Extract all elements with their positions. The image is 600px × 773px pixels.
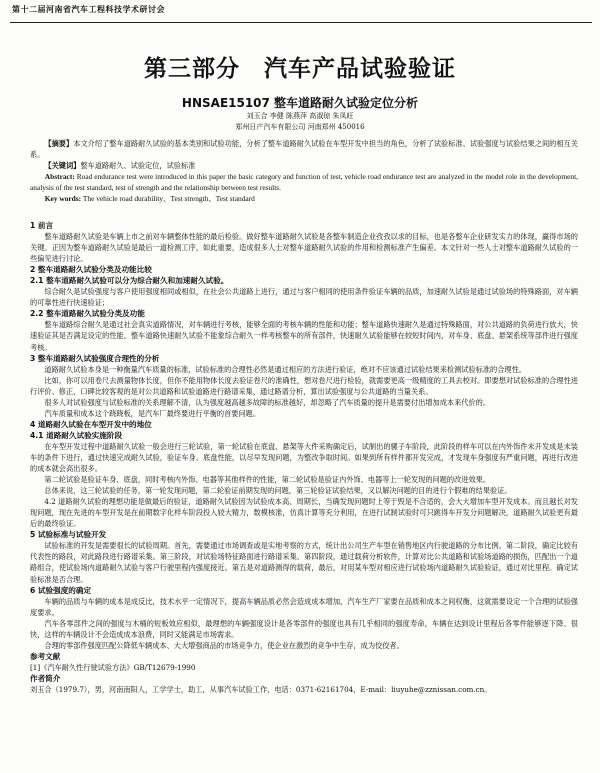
body-paragraph: 在车型开发过程中道路耐久试验一般会进行三轮试验，第一轮试验在底盘、悬架等大件采购确定后，试制出的骡子车阶段，此阶段的样车可以在内外饰件未开发成是未装车的条件下进行，通过快速完成耐久试验，验证车身、底盘性能，以尽早发现问题，为整改争取时间。如果到所有样件都开发完成，才发现车身强度有严重问题，再进行改进的成本就会高出很多。 [30, 441, 578, 474]
abstract-en-text: Road endurance test were introduced in this paper the basic category and function of test, vehicle road endurance test are analyzed in the model role in the development, analysis of the test standard, test of strength and the relationship between test results. [30, 172, 578, 193]
abstract-cn-text: 本文介绍了整车道路耐久试验的基本类别和试验功能，分析了整车道路耐久试验在车型开发中担当的角色，分析了试验标准、试验强度与试验结果之间的相互关系。 [30, 139, 578, 160]
abstract-en [30, 171, 578, 193]
body-paragraph: 汽车质量和成本这个跷跷板，是汽车厂最终要进行平衡的首要问题。 [44, 408, 261, 418]
keywords-cn-label: 【关键词】 [44, 161, 81, 171]
body-paragraph: 道路耐久试验本身是一种衡量汽车质量的标准，试验标准的合理性必然是通过相应的方法进行验证，绝对不应该通过试验结果来检测试验标准的合理性。 [44, 364, 526, 374]
keywords-cn-text: 整车道路耐久、试验定位，试验标准 [80, 161, 196, 171]
keywords-en-text: The vehicle road durability、Test strength、Test standard [82, 194, 255, 204]
part-title: 第三部分 汽车产品试验验证 [144, 56, 456, 82]
section-heading: 6 试验强度的确定 [30, 585, 92, 595]
abstract-cn [30, 138, 578, 160]
body-paragraph: 第二轮试验是验证车身、底盘，同时考核内外饰、电器等其他样件的性能，第二轮试验是验证内外饰、电器等上一轮发现的问题的改进效果。 [44, 475, 491, 485]
body-text [30, 220, 578, 695]
body-paragraph: 车辆的品质与车辆的成本是成反比，技术水平一定情况下，提高车辆品质必然会造成成本增加，汽车生产厂家要在品质和成本之间权衡，这就需要设定一个合理的试验强度要求。 [30, 596, 578, 617]
body-paragraph: 整车道路综合耐久是通过社会真实道路情况，对车辆进行考核，能够全面的考核车辆的性能和功能；整车道路快速耐久是通过特殊路面，对公共道路的负荷进行放大，快速验证其是否满足设定的性能，整车道路快速耐久试验不能象综合耐久一样考核整车的所有部件，快速耐久试验能够在较短时间内，对车身、底盘、悬架系统等部件进行强度考核。 [30, 320, 578, 352]
body-paragraph: 试验标准的开发是需要很长的试验周期。首先，需要通过市场调查或是实地考察的方式，统计出公司生产车型在销售地区内行驶道路的分布比例。第二阶段，确定比较有代表性的路段，对此路段进行路谱采集。第三阶段，对试验场特征路面进行路谱采集、第四阶段，通过载荷分析软件，计算对比公共道路和试验场道路的损伤，匹配出一个道路组合，使试验场内道路耐久试验与客户行驶里程内强度接近。第五是对道路测得的载荷，最后，对用某车型对相应进行试验场内道路耐久试验验证，通过对比里程。确定试验标准是否合理。 [30, 541, 578, 584]
section-heading: 1 前言 [30, 221, 54, 230]
abstract-en-label: Abstract: [44, 172, 75, 182]
section-heading: 参考文献 [30, 651, 61, 661]
body-paragraph: 整车道路耐久试验是车辆上市之前对车辆整体性能的最后检验。做好整车道路耐久试验是各整车制造企业孜孜以求的目标，也是各整车企业研发实力的体现，赢得市场的关键。正因为整车道路耐久试验是最后一道检测工序，如此重要，造成很多人士对整车道路耐久试验的作用和检测标准产生偏差。本文针对一些人士对整车道路耐久试验的一些偏见进行讨论。 [30, 232, 578, 264]
section-heading: 4 道路耐久试验在车型开发中的地位 [30, 419, 152, 429]
section-heading: 4.1 道路耐久试验实施阶段 [30, 430, 123, 440]
body-paragraph: 汽车各零部件之间的强度与木桶的短板效应相似，最理想的车辆强度设计是各零部件的强度也具有几乎相同的强度寿命，车辆在达到设计里程后各零件能够逐下降、很快，这样的车辆设计不会造成成本浪费，同时又能满足市场需求。 [30, 618, 578, 639]
body-paragraph: 合理的零部件强度匹配公降低车辆成本、大大增强商品的市场竞争力，使企业在激烈的竞争中生存，成为佼佼者。 [44, 640, 404, 650]
body-paragraph: 综合耐久是试验强度与客户使用强度相同或相似，在社会公共道路上进行，通过与客户相同的使用条件验证车辆的品质，加速耐久试验是通过试验场的特殊路面，对车辆的可靠性进行快速验证； [30, 287, 578, 308]
body-paragraph: 比如，你可以用卷尺去测量物体长度，但你不能用物体长度去验证卷尺的准确性，想对卷尺进行检验，就需要更高一级精度的工具去校对。即要想对试验标准的合理性进行评价、修正，口碑比较客观的是对公共道路和试验道路进行路谱采集，通过路谱分析，算出试验强度与公共道路的当量关系。 [30, 375, 578, 396]
affiliation: 郑州日产汽车有限公司 河南郑州 450016 [235, 123, 365, 131]
header-rule [10, 22, 592, 23]
body-paragraph: 4.2 道路耐久试验的理想功能是做最后的验证，道路耐久试验因为试验成本高、周期长，当确发现问题时上等于毁是不合适的，会大大增加车型开发成本。而且越长对发现问题，现在先进的车型开发是在前期数字化样车阶段投入较大精力，数模核准，仿真计算等充分利用，在进行试制试验时可只跳得车开发分问题解决，道路耐久试验更有最后的最终验证。 [30, 497, 578, 529]
paper-title: HNSAE15107 整车道路耐久试验定位分析 [181, 96, 419, 110]
abstract-cn-label: 【摘要】 [44, 139, 74, 148]
running-header: 第十二届河南省汽车工程科技学术研讨会 [12, 4, 165, 14]
reference-line: 刘玉合（1979.7），男，河南南阳人，工学学士，助工，从事汽车试验工作，电话：0371-62161704，E-mail：liuyuhe@zznissan.com.cn。 [30, 684, 492, 694]
abstract-block [30, 138, 578, 204]
section-heading: 5 试验标准与试验开发 [30, 530, 107, 540]
authors: 刘玉合 李健 陈燕萍 高淑琼 朱凤旺 [246, 112, 354, 120]
reference-line: [1]《汽车耐久性行驶试验方法》GB/T12679-1990 [30, 662, 196, 672]
section-heading: 2.1 整车道路耐久试验可以分为综合耐久和加速耐久试验。 [30, 276, 229, 286]
body-paragraph: 很多人对试验强度与试验标准的关系理解不清，认为强度越高越多故障的标准越好，却忽略了汽车质量的提升是需要付出增加成本来代价的。 [44, 397, 491, 407]
section-heading: 3 整车道路耐久试验强度合理性的分析 [30, 353, 160, 363]
keywords-en-label: Key words: [44, 194, 82, 204]
section-heading: 2 整车道路耐久试验分类及功能比较 [30, 265, 152, 275]
keywords-en [30, 193, 578, 204]
body-paragraph: 总体来说，这三轮试验的任务，第一轮发现问题，第二轮验证前期发现的问题，第三轮验证试验结果，又以解决问题的目的进行个假难的结果验证。 [44, 486, 512, 496]
section-heading: 2.2 整车道路耐久试验分类及功能 [30, 309, 145, 319]
section-heading: 作者简介 [30, 673, 61, 683]
keywords-cn [30, 160, 578, 171]
